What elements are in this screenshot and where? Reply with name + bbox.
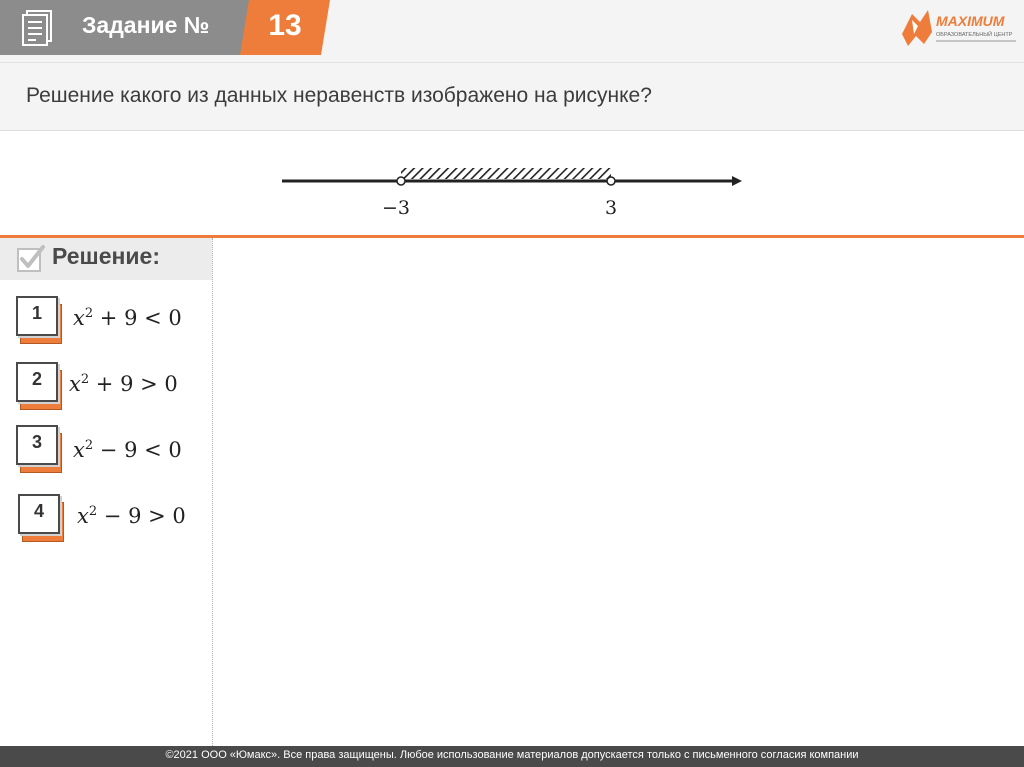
formula-rest: + 9 > 0 — [89, 372, 178, 396]
logo-text: MAXIMUM — [936, 13, 1005, 29]
option-4-badge[interactable] — [18, 494, 64, 542]
formula-variable: x — [73, 306, 85, 330]
formula-rest: + 9 < 0 — [93, 306, 182, 330]
formula-exponent: 2 — [84, 438, 94, 453]
axis-arrow — [732, 176, 742, 186]
option-3-badge[interactable] — [16, 425, 62, 473]
formula-exponent: 2 — [84, 306, 94, 321]
formula-exponent: 2 — [88, 504, 98, 519]
option-3-formula — [73, 438, 182, 462]
option-number: 1 — [31, 303, 42, 323]
option-2-formula — [69, 372, 178, 396]
formula-exponent: 2 — [80, 372, 90, 387]
task-label: Задание № — [82, 12, 210, 38]
shaded-interval — [401, 168, 611, 179]
formula-rest: − 9 < 0 — [93, 438, 182, 462]
maximum-logo — [898, 4, 1020, 54]
option-4-formula — [77, 504, 186, 528]
document-icon — [18, 7, 58, 47]
option-number: 3 — [31, 432, 42, 452]
right-open-point — [607, 177, 615, 185]
question-text: Решение какого из данных неравенств изображено на рисунке? — [26, 84, 652, 107]
option-number: 4 — [33, 501, 44, 521]
number-line-figure — [270, 150, 760, 230]
solution-label: Решение: — [52, 243, 161, 269]
formula-variable: x — [77, 504, 89, 528]
column-divider — [212, 238, 213, 746]
left-open-point — [397, 177, 405, 185]
right-point-label: 3 — [604, 197, 618, 219]
option-1-formula — [73, 306, 182, 330]
copyright-text: ©2021 ООО «Юмакс». Все права защищены. Любое использование материалов допускается только с письменного согласия компании — [165, 749, 859, 761]
option-2-badge[interactable] — [16, 362, 62, 410]
checkbox-check-icon — [16, 244, 46, 274]
option-number: 2 — [31, 369, 42, 389]
option-1-badge[interactable] — [16, 296, 62, 344]
formula-rest: − 9 > 0 — [97, 504, 186, 528]
logo-subtext: ОБРАЗОВАТЕЛЬНЫЙ ЦЕНТР — [936, 32, 1013, 38]
formula-variable: x — [73, 438, 85, 462]
left-point-label: −3 — [381, 197, 411, 219]
task-number: 13 — [268, 9, 302, 42]
formula-variable: x — [69, 372, 81, 396]
